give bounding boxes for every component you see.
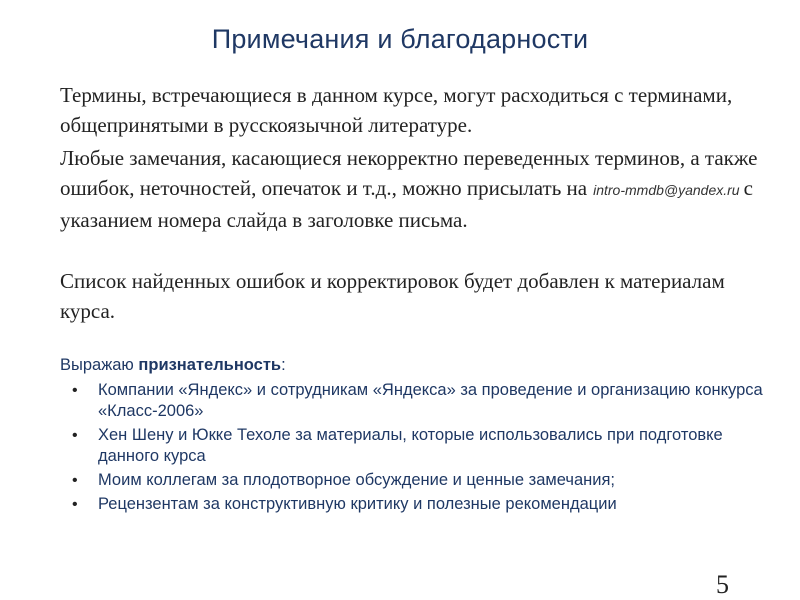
note-paragraph-corrections: Список найденных ошибок и корректировок будет добавлен к материалам курса. [60, 269, 725, 323]
list-item-text: Компании «Яндекс» и сотрудникам «Яндекса» за проведение и организацию конкурса «Класс-2006» [98, 381, 763, 420]
list-item [72, 494, 772, 515]
bullet-icon: • [72, 427, 78, 444]
list-item [72, 425, 772, 467]
list-item-text: Хен Шену и Юкке Техоле за материалы, которые использовались при подготовке данного курса [98, 426, 723, 465]
acknowledgements-keyword: признательность [138, 356, 282, 374]
list-item-text: Моим коллегам за плодотворное обсуждение и ценные замечания; [98, 471, 616, 489]
slide-title: Примечания и благодарности [211, 24, 589, 54]
feedback-text-start: Любые замечания, касающиеся некорректно переведенных терминов, а также ошибок, неточностей, опечаток и т.д., можно присылать на [60, 146, 758, 200]
acknowledgements-heading [60, 354, 780, 376]
acknowledgements-colon: : [281, 356, 286, 374]
list-item [72, 380, 772, 422]
list-item [72, 470, 772, 491]
note-paragraph-terms: Термины, встречающиеся в данном курсе, могут расходиться с терминами, общепринятыми в русскоязычной литературе. [60, 83, 733, 137]
note-paragraph-feedback [60, 143, 760, 235]
bullet-icon: • [72, 382, 78, 399]
list-item-text: Рецензентам за конструктивную критику и полезные рекомендации [98, 495, 617, 513]
bullet-icon: • [72, 496, 78, 513]
feedback-text-end: с указанием номера слайда в заголовке письма. [60, 176, 753, 232]
acknowledgements-intro: Выражаю [60, 356, 139, 374]
contact-email-link[interactable]: intro-mmdb@yandex.ru [593, 182, 740, 198]
acknowledgements-list [72, 380, 772, 518]
page-number: 5 [716, 570, 729, 599]
bullet-icon: • [72, 472, 78, 489]
